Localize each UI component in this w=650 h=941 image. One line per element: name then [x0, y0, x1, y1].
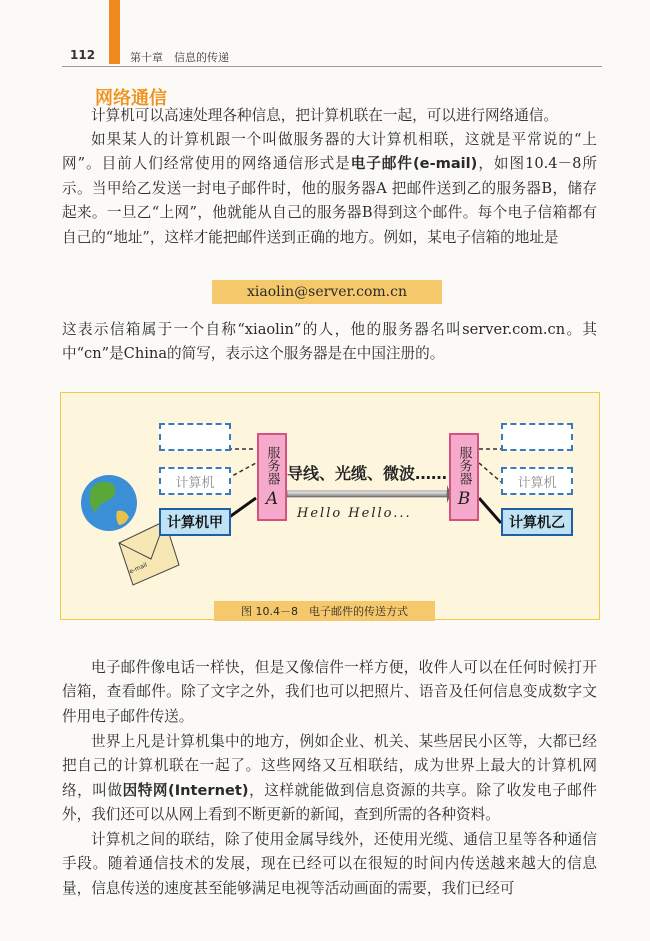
computer-dim-left: 计算机 [159, 467, 231, 495]
chapter-title: 第十章 信息的传递 [130, 51, 229, 64]
server-a-letter: A [265, 489, 279, 509]
envelope-label: e-mail [128, 561, 149, 576]
paragraph-5 [62, 730, 597, 828]
wire-label: 导线、光缆、微波…… [287, 464, 448, 483]
page-number: 112 [70, 48, 96, 62]
paragraph-2-text-a: 如果某人的计算机跟一个叫做服务器的大计算机相联，这就是平常说的“上网”。目前人们经常使用的网络通信形式是 [62, 131, 597, 173]
server-b-letter: B [457, 489, 471, 509]
server-b [449, 433, 479, 521]
server-a [257, 433, 287, 521]
figure-caption: 图 10.4－8 电子邮件的传送方式 [214, 601, 435, 621]
paragraph-5-text-a: 世界上凡是计算机集中的地方，例如企业、机关、某些居民小区等，大都已经把自己的计算机联在一起了。这些网络又互相联结，成为世界上最大的计算机网络，叫做 [62, 733, 597, 799]
internet-term: 因特网(Internet) [122, 781, 249, 799]
computer-dim-right: 计算机 [501, 467, 573, 495]
paragraph-4: 电子邮件像电话一样快，但是又像信件一样方便，收件人可以在任何时候打开信箱，查看邮件。除了文字之外，我们也可以把照片、语音及任何信息变成数字文件用电子邮件传送。 [62, 659, 597, 725]
email-transfer-figure [60, 392, 600, 620]
email-term: 电子邮件(e-mail) [350, 155, 478, 173]
email-address-box: xiaolin@server.com.cn [212, 280, 442, 304]
section-title: 网络通信 [95, 88, 167, 109]
paragraph-5-text-b: ，这样就能做到信息资源的共享。除了收发电子邮件外，我们还可以从网上看到不断更新的新闻，查到所需的各种资料。 [62, 781, 597, 824]
paragraph-2 [62, 128, 597, 250]
paragraph-6: 计算机之间的联结，除了使用金属导线外，还使用光缆、通信卫星等各种通信手段。随着通信技术的发展，现在已经可以在很短的时间内传送越来越大的信息量，信息传送的速度甚至能够满足电视等活动画面的需要，我们已经可 [62, 831, 597, 897]
header-divider [62, 66, 602, 67]
paragraph-2-text-b: ，如图10.4－8所示。当甲给乙发送一封电子邮件时，他的服务器A 把邮件送到乙的服务器B，储存起来。一旦乙“上网”，他就能从自己的服务器B得到这个邮件。每个电子信箱都有自己的“地址”，这样才能把邮件送到正确的地方。例如，某电子信箱的地址是 [62, 155, 597, 246]
computer-dim-left-top [159, 423, 231, 451]
server-a-label: 服务器 [264, 445, 280, 485]
computer-a: 计算机甲 [159, 508, 231, 536]
chapter-tab-marker [109, 0, 120, 64]
paragraph-3: 这表示信箱属于一个自称“xiaolin”的人，他的服务器名叫server.com.cn。其中“cn”是China的简写，表示这个服务器是在中国注册的。 [62, 321, 597, 363]
computer-b: 计算机乙 [501, 508, 573, 536]
server-b-label: 服务器 [456, 445, 472, 485]
computer-dim-right-top [501, 423, 573, 451]
hello-text: Hello Hello... [297, 506, 412, 521]
paragraph-1: 计算机可以高速处理各种信息，把计算机联在一起，可以进行网络通信。 [91, 107, 559, 124]
